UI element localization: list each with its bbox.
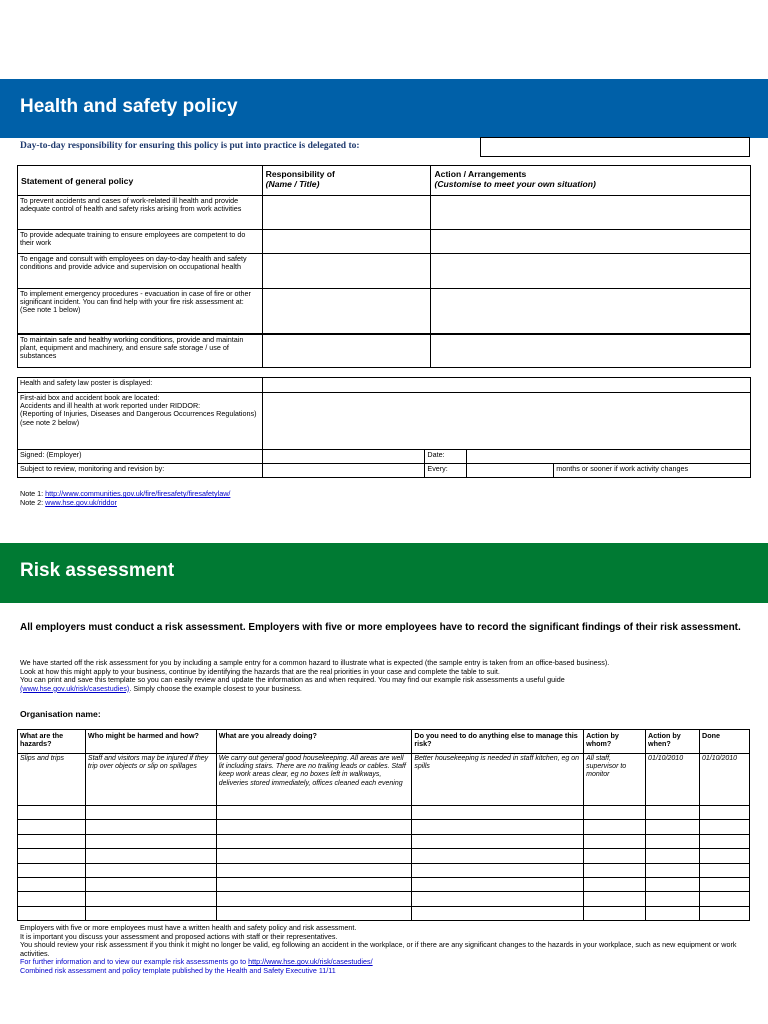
footer-line: For further information and to view our example risk assessments go to http://www.hse.gov.uk/risk/casestudies/ (20, 957, 373, 967)
blank-cell[interactable] (85, 906, 216, 920)
blank-cell[interactable] (646, 906, 700, 920)
review-label: Subject to review, monitoring and revision by: (18, 464, 263, 478)
responsibility-cell[interactable] (262, 230, 431, 254)
months-label: months or sooner if work activity changes (554, 464, 751, 478)
blank-cell[interactable] (646, 820, 700, 834)
blank-cell[interactable] (216, 834, 412, 848)
blank-cell[interactable] (584, 906, 646, 920)
sample-done[interactable]: 01/10/2010 (700, 754, 750, 806)
date-field[interactable] (467, 450, 751, 464)
blank-cell[interactable] (216, 849, 412, 863)
blank-cell[interactable] (216, 820, 412, 834)
footer-credit: Combined risk assessment and policy template published by the Health and Safety Executive 11/11 (20, 965, 336, 975)
sample-doing[interactable]: We carry out general good housekeeping. All areas are well lit including stairs. There are no trailing leads or cables. Staff keep work areas clear, eg no boxes left in walkways, deliveries stored immediately, offices cleaned each evening (216, 754, 412, 806)
sample-when[interactable]: 01/10/2010 (646, 754, 700, 806)
policy-statement: To engage and consult with employees on day-to-day health and safety conditions and provide advice and supervision on occupational health (18, 254, 263, 289)
blank-cell[interactable] (18, 892, 86, 906)
poster-label: Health and safety law poster is displayed: (18, 378, 263, 393)
risk-intro: We have started off the risk assessment for you by including a sample entry for a common hazard to illustrate what is expected (the sample entry is taken from an office-based business). Look at how this might apply to your business, continue by identifying the hazards that are the real priorities in your case and complete the table to suit. You can print and save this template so you can easily review and update the information as and when required. You may find our example risk assessments a useful guide (www.hse.gov.uk/risk/casestudies). Simply choose the example closest to your business. (20, 658, 610, 693)
risk-heading: All employers must conduct a risk assessment. Employers with five or more employees have to record the significant findings of their risk assessment. (20, 622, 741, 633)
action-cell[interactable] (431, 254, 751, 289)
action-cell[interactable] (431, 334, 751, 368)
blank-cell[interactable] (584, 863, 646, 877)
blank-cell[interactable] (85, 892, 216, 906)
blank-cell[interactable] (85, 877, 216, 891)
blank-cell[interactable] (412, 806, 584, 820)
sample-whom[interactable]: All staff, supervisor to monitor (584, 754, 646, 806)
table-row (18, 254, 751, 289)
table-row (18, 892, 750, 906)
policy-statement: To prevent accidents and cases of work-related ill health and provide adequate control of health and safety risks arising from work activities (18, 196, 263, 230)
blank-cell[interactable] (700, 906, 750, 920)
blank-cell[interactable] (584, 806, 646, 820)
blank-cell[interactable] (412, 849, 584, 863)
blank-cell[interactable] (216, 906, 412, 920)
info-table (17, 377, 751, 478)
action-cell[interactable] (431, 230, 751, 254)
table-row (18, 289, 751, 334)
blank-cell[interactable] (584, 892, 646, 906)
blank-cell[interactable] (700, 877, 750, 891)
blank-cell[interactable] (584, 877, 646, 891)
header-action: Action / Arrangements (Customise to meet your own situation) (431, 166, 751, 196)
blank-cell[interactable] (18, 806, 86, 820)
signed-label: Signed: (Employer) (18, 450, 263, 464)
table-row (18, 863, 750, 877)
table-row (18, 906, 750, 920)
blank-cell[interactable] (412, 892, 584, 906)
table-row (18, 834, 750, 848)
blank-cell[interactable] (584, 849, 646, 863)
table-row (18, 877, 750, 891)
blank-cell[interactable] (85, 849, 216, 863)
policy-statement: To implement emergency procedures - evacuation in case of fire or other significant incident. You can find help with your fire risk assessment at: (See note 1 below) (18, 289, 263, 334)
blank-cell[interactable] (18, 906, 86, 920)
blank-cell[interactable] (700, 849, 750, 863)
blank-cell[interactable] (18, 863, 86, 877)
responsibility-cell[interactable] (262, 334, 431, 368)
table-row (18, 806, 750, 820)
header-else: Do you need to do anything else to manage this risk? (412, 730, 584, 754)
blank-cell[interactable] (646, 863, 700, 877)
table-row (18, 754, 750, 806)
delegation-text: Day-to-day responsibility for ensuring this policy is put into practice is delegated to: (20, 141, 360, 151)
blank-cell[interactable] (700, 892, 750, 906)
every-field[interactable] (467, 464, 554, 478)
firstaid-field[interactable] (262, 393, 750, 450)
blank-cell[interactable] (216, 806, 412, 820)
blank-cell[interactable] (646, 877, 700, 891)
blank-cell[interactable] (18, 834, 86, 848)
header-doing: What are you already doing? (216, 730, 412, 754)
header-responsibility: Responsibility of (Name / Title) (262, 166, 431, 196)
table-row (18, 334, 751, 368)
footer (20, 924, 755, 976)
blank-cell[interactable] (584, 820, 646, 834)
policy-table (17, 165, 751, 368)
organisation-label: Organisation name: (20, 709, 101, 719)
blank-cell[interactable] (412, 877, 584, 891)
signed-field[interactable] (262, 450, 425, 464)
footer-line: It is important you discuss your assessment and proposed actions with staff or their representatives. (20, 931, 338, 941)
blank-cell[interactable] (412, 906, 584, 920)
policy-statement: To provide adequate training to ensure employees are competent to do their work (18, 230, 263, 254)
blank-cell[interactable] (18, 849, 86, 863)
blank-cell[interactable] (85, 820, 216, 834)
notes: Note 1: http://www.communities.gov.uk/fire/firesafety/firesafetylaw/ Note 2: www.hse.gov.uk/riddor (20, 489, 231, 507)
firstaid-label: First-aid box and accident book are located: Accidents and ill health at work reported under RIDDOR: (Reporting of Injuries, Diseases and Dangerous Occurrences Regulations) (see note 2 below) (18, 393, 263, 450)
blank-cell[interactable] (700, 863, 750, 877)
blank-cell[interactable] (412, 820, 584, 834)
sample-harmed[interactable]: Staff and visitors may be injured if they trip over objects or slip on spillages (85, 754, 216, 806)
date-label: Date: (425, 450, 467, 464)
header-harmed: Who might be harmed and how? (85, 730, 216, 754)
health-safety-title: Health and safety policy (20, 96, 238, 117)
footer-line: Employers with five or more employees must have a written health and safety policy and risk assessment. (20, 923, 357, 932)
sample-hazard[interactable]: Slips and trips (18, 754, 86, 806)
delegation-field[interactable] (480, 137, 750, 157)
note2-link[interactable]: www.hse.gov.uk/riddor (45, 498, 117, 507)
note1-link[interactable]: http://www.communities.gov.uk/fire/firesafety/firesafetylaw/ (45, 489, 231, 498)
action-cell[interactable] (431, 289, 751, 334)
blank-cell[interactable] (700, 834, 750, 848)
footer-casestudies-link[interactable]: http://www.hse.gov.uk/risk/casestudies/ (248, 957, 373, 967)
blank-cell[interactable] (700, 820, 750, 834)
poster-field[interactable] (262, 378, 750, 393)
blank-cell[interactable] (216, 892, 412, 906)
responsibility-cell[interactable] (262, 289, 431, 334)
blank-cell[interactable] (18, 877, 86, 891)
blank-cell[interactable] (412, 834, 584, 848)
casestudies-link[interactable]: (www.hse.gov.uk/risk/casestudies) (20, 683, 130, 693)
blank-cell[interactable] (584, 834, 646, 848)
every-label: Every: (425, 464, 467, 478)
action-cell[interactable] (431, 196, 751, 230)
responsibility-cell[interactable] (262, 196, 431, 230)
blank-cell[interactable] (646, 806, 700, 820)
footer-line: You should review your risk assessment if you think it might no longer be valid, eg following an accident in the workplace, or if there are any significant changes to the hazards in your workplace, such as new equipment or work activities. (20, 940, 737, 958)
table-row (18, 849, 750, 863)
blank-cell[interactable] (85, 806, 216, 820)
table-row (18, 196, 751, 230)
risk-table (17, 729, 750, 921)
blank-cell[interactable] (646, 892, 700, 906)
health-safety-banner (0, 79, 768, 138)
review-field[interactable] (262, 464, 425, 478)
policy-statement: To maintain safe and healthy working conditions, provide and maintain plant, equipment and machinery, and ensure safe storage / use of substances (18, 334, 263, 368)
risk-assessment-title: Risk assessment (20, 560, 175, 581)
blank-cell[interactable] (216, 877, 412, 891)
header-done: Done (700, 730, 750, 754)
blank-cell[interactable] (700, 806, 750, 820)
blank-cell[interactable] (216, 863, 412, 877)
responsibility-cell[interactable] (262, 254, 431, 289)
sample-else[interactable]: Better housekeeping is needed in staff kitchen, eg on spills (412, 754, 584, 806)
header-statement: Statement of general policy (18, 166, 263, 196)
risk-assessment-banner (0, 543, 768, 603)
header-hazards: What are the hazards? (18, 730, 86, 754)
header-whom: Action by whom? (584, 730, 646, 754)
header-when: Action by when? (646, 730, 700, 754)
table-row (18, 820, 750, 834)
blank-cell[interactable] (18, 820, 86, 834)
blank-cell[interactable] (646, 849, 700, 863)
blank-cell[interactable] (646, 834, 700, 848)
blank-cell[interactable] (412, 863, 584, 877)
blank-cell[interactable] (85, 834, 216, 848)
table-row (18, 230, 751, 254)
blank-cell[interactable] (85, 863, 216, 877)
